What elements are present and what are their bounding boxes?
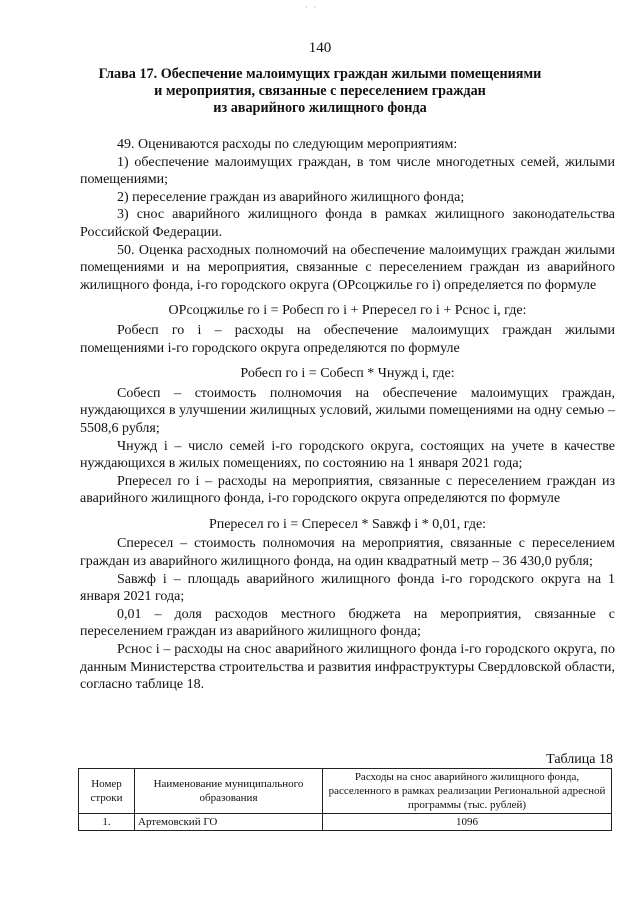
formula: Рпересел го i = Спересел * Sавжф i * 0,01, где: [208,516,487,532]
paragraph: Чнужд i – число семей i-го городского округа, состоящих на учете в качестве нуждающихся в жилых помещениях, по состоянию на 1 января 2021 года; [80,438,615,472]
table-cell: 1. [79,814,135,831]
paragraph: 49. Оцениваются расходы по следующим мероприятиям: [117,137,458,152]
table-cell: Артемовский ГО [135,814,323,831]
paragraph: 3) снос аварийного жилищного фонда в рамках жилищного законодательства Российской Федерации. [80,207,615,240]
body-text [80,136,615,694]
heading-line-2: и мероприятия, связанные с переселением граждан [154,83,486,99]
chapter-heading [40,66,600,117]
heading-line-3: из аварийного жилищного фонда [213,100,427,116]
heading-line-1: Глава 17. Обеспечение малоимущих граждан жилыми помещениями [98,66,542,82]
scan-mark: · · [305,3,319,12]
paragraph: Рпересел го i – расходы на мероприятия, связанные с переселением граждан из аварийного жилищного фонда, i-го городского округа определяются по формуле [80,473,615,507]
paragraph: 0,01 – доля расходов местного бюджета на мероприятия, связанные с переселением граждан из аварийного жилищного фонда; [80,606,615,640]
formula: Робесп го i = Собесп * Чнужд i, где: [240,366,455,382]
table-header-cell: Наименование муниципального образования [135,769,323,814]
paragraph: Собесп – стоимость полномочия на обеспечение малоимущих граждан, нуждающихся в улучшении жилищных условий, жилыми помещениями на одну семью – 5508,6 рубля; [80,385,615,436]
paragraph: 50. Оценка расходных полномочий на обеспечение малоимущих граждан жилыми помещениями и на мероприятия, связанные с переселением граждан из аварийного жилищного фонда, i-го городского округа (ОРсоцжилье го i) определяется по формуле [80,242,615,293]
table-header-row [79,769,612,814]
page-number: 140 [308,40,332,56]
paragraph: 1) обеспечение малоимущих граждан, в том числе многодетных семей, жилыми помещениями; [80,154,615,188]
table-cell: 1096 [323,814,612,831]
paragraph: Робесп го i – расходы на обеспечение малоимущих граждан жилыми помещениями i-го городского округа определяются по формуле [80,322,615,356]
table-header-cell: Номер строки [79,769,135,814]
paragraph: Рснос i – расходы на снос аварийного жилищного фонда i-го городского округа, по данным Министерства строительства и развития инфраструктуры Свердловской области, согласно таблице 18. [80,642,615,693]
paragraph: 2) переселение граждан из аварийного жилищного фонда; [117,189,465,205]
paragraph: Sавжф i – площадь аварийного жилищного фонда i-го городского округа на 1 января 2021 года; [80,571,615,605]
formula: ОРсоцжилье го i = Робесп го i + Рпересел го i + Рснос i, где: [168,303,527,319]
paragraph: Спересел – стоимость полномочия на мероприятия, связанные с переселением граждан из аварийного жилищного фонда, на один квадратный метр – 36 430,0 рубля; [80,536,615,570]
table-caption: Таблица 18 [546,752,613,767]
table-header-cell: Расходы на снос аварийного жилищного фонда, расселенного в рамках реализации Региональной адресной программы (тыс. рублей) [323,769,612,814]
table-row [79,814,612,831]
data-table [78,768,612,831]
